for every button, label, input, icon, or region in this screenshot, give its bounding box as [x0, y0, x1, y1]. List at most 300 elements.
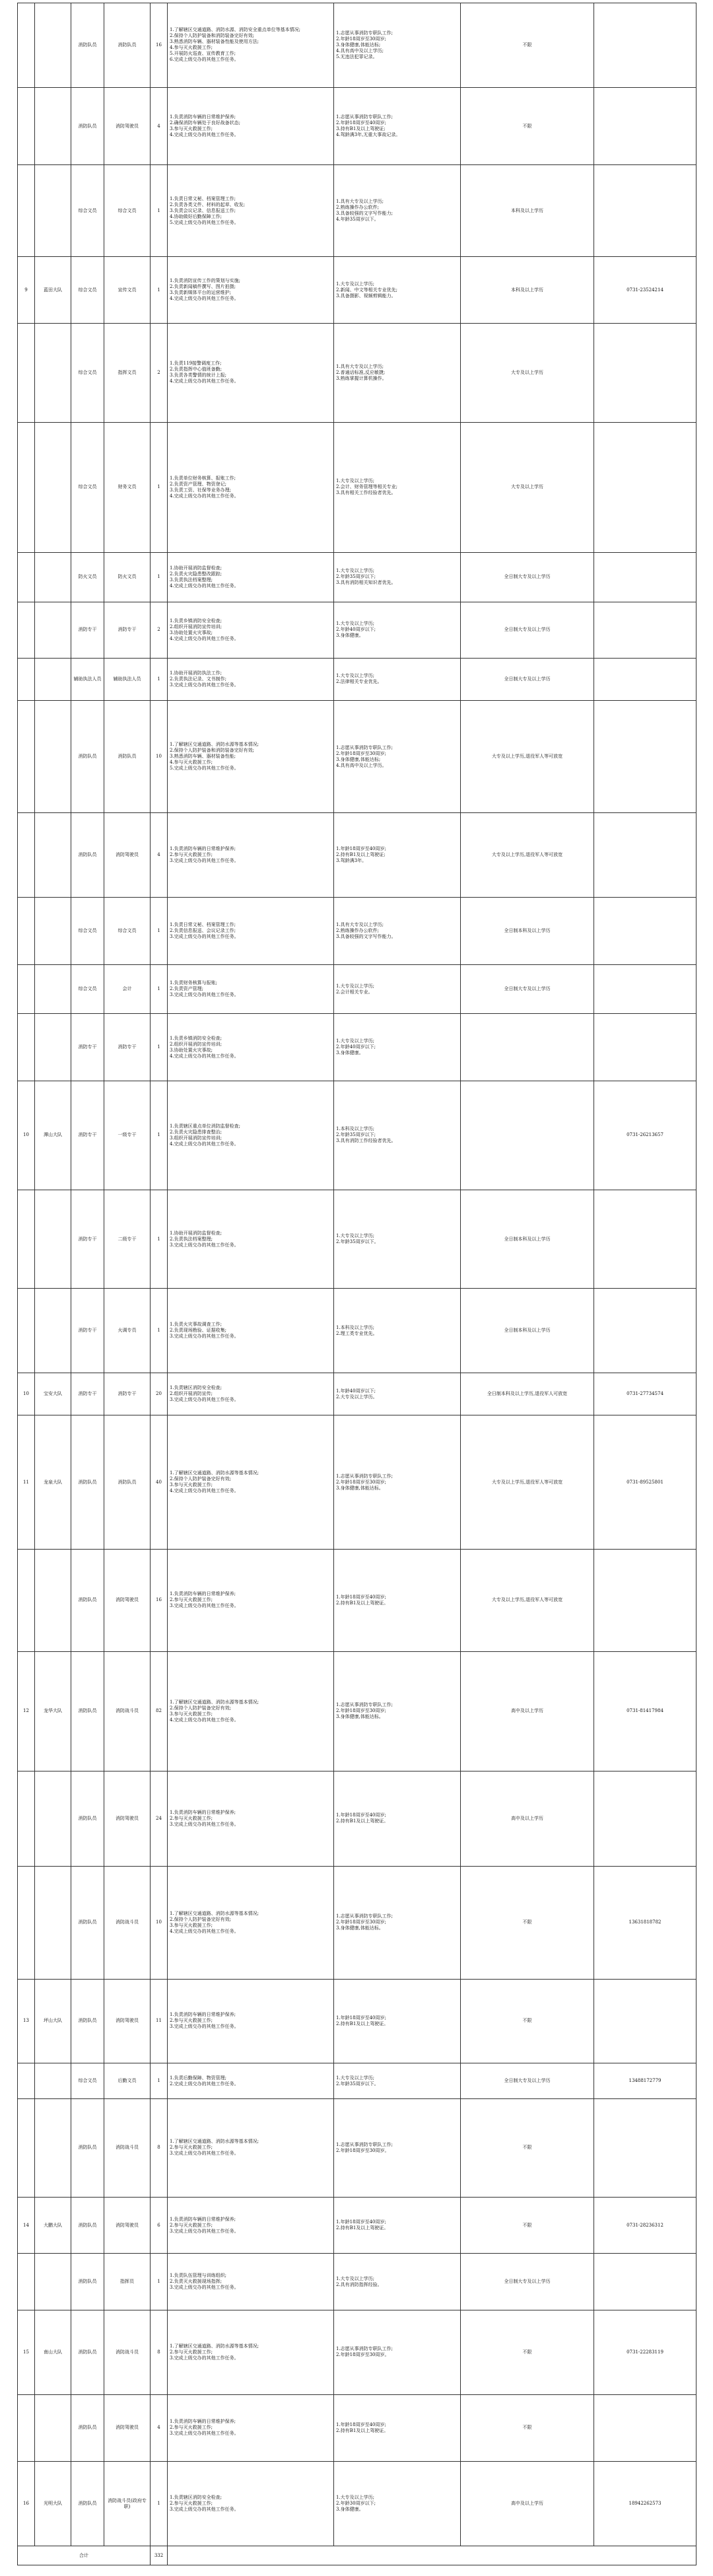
phone-cell: 0731-81417984: [594, 1651, 696, 1771]
duty-line: 2.组织开展消防宣传;: [170, 1391, 213, 1397]
duty-line: 2.确保消防车辆处于良好战备状态;: [170, 120, 241, 126]
unit-cell: [35, 1014, 71, 1081]
department-cell: 消防专干: [71, 1190, 104, 1289]
requirements-cell: 1.志愿从事消防专职队工作; 2.年龄18周岁至30周岁; 3.身体健康,体能达标; 4.具有高中及以上学历; 5.无违法犯罪记录。: [334, 3, 461, 88]
requirements-cell: 1.大专及以上学历; 2.法律相关专业优先。: [334, 658, 461, 700]
post-cell: 宣传文员: [104, 256, 151, 323]
education-note-cell: 大专及以上学历,退役军人等可放宽: [461, 1415, 594, 1550]
row-number-cell: 10: [18, 1081, 35, 1190]
phone-cell: 0731-23524214: [594, 256, 696, 323]
department-cell: 消防专干: [71, 1081, 104, 1190]
department-cell: 消防队员: [71, 2098, 104, 2197]
duty-line: 1.负责辖区消防安全检查;: [170, 2495, 222, 2501]
education-note-cell: 全日制大专及以上学历: [461, 964, 594, 1014]
duties-cell: [168, 324, 334, 422]
row-number-cell: [18, 1014, 35, 1081]
duties-cell: [168, 1373, 334, 1415]
duty-line: 1.了解辖区交通道路、消防水源等基本情况;: [170, 2343, 259, 2349]
education-note-cell: 高中及以上学历: [461, 1771, 594, 1866]
education-note-cell: 不限: [461, 2310, 594, 2394]
headcount-cell: 8: [151, 2098, 168, 2197]
duty-line: 2.负责火灾隐患整改跟踪;: [170, 571, 222, 577]
duties-cell: [168, 2254, 334, 2310]
table-row: [18, 2310, 696, 2394]
duty-line: 4.完成上级交办的其他工作任务。: [170, 1053, 239, 1059]
headcount-cell: 1: [151, 1081, 168, 1190]
headcount-cell: 2: [151, 324, 168, 422]
requirements-cell: 1.大专及以上学历; 2.会计相关专业。: [334, 964, 461, 1014]
unit-cell: [35, 813, 71, 898]
phone-cell: [594, 1979, 696, 2063]
unit-cell: [35, 2098, 71, 2197]
phone-cell: [594, 2394, 696, 2461]
department-cell: 消防队员: [71, 1651, 104, 1771]
duty-line: 3.完成上级交办的其他工作任务。: [170, 2285, 239, 2291]
headcount-cell: 2: [151, 602, 168, 658]
requirements-cell: 1.大专及以上学历; 2.年龄35周岁以下。: [334, 1190, 461, 1289]
unit-cell: 龙华大队: [35, 1651, 71, 1771]
phone-cell: [594, 602, 696, 658]
total-empty-cell: [168, 2546, 696, 2565]
education-note-cell: 全日制大专及以上学历: [461, 2254, 594, 2310]
duty-line: 1.负责火灾事故调查工作;: [170, 1322, 222, 1328]
duty-line: 1.了解辖区交通道路、消防水源等基本情况;: [170, 2139, 259, 2145]
requirements-cell: 1.志愿从事消防专职队工作; 2.年龄18周岁至30周岁。: [334, 2310, 461, 2394]
duty-line: 3.负责各类警情的统计上报;: [170, 373, 227, 378]
duty-line: 1.负责119接警调度工作;: [170, 361, 222, 367]
post-cell: 消防战斗员: [104, 2098, 151, 2197]
duty-line: 3.负责会议记录、信息报送工作;: [170, 207, 236, 213]
post-cell: 综合文员: [104, 165, 151, 257]
phone-cell: [594, 964, 696, 1014]
phone-cell: [594, 1190, 696, 1289]
duty-line: 3.负责新媒体平台的运营维护;: [170, 290, 232, 296]
duty-line: 1.负责消防宣传工作的策划与实施;: [170, 278, 241, 284]
headcount-cell: 1: [151, 422, 168, 552]
duty-line: 3.负责执法档案整理;: [170, 577, 213, 583]
phone-cell: [594, 1549, 696, 1651]
headcount-cell: 4: [151, 2394, 168, 2461]
post-cell: 财务文员: [104, 422, 151, 552]
table-row: [18, 1289, 696, 1373]
duty-line: 1.负责辖区消防安全检查;: [170, 1385, 222, 1391]
duty-line: 1.负责消防车辆的日常维护保养;: [170, 2419, 236, 2425]
department-cell: 消防队员: [71, 2254, 104, 2310]
headcount-cell: 4: [151, 813, 168, 898]
row-number-cell: [18, 2394, 35, 2461]
table-row: [18, 256, 696, 323]
phone-cell: 0731-22283119: [594, 2310, 696, 2394]
duties-cell: [168, 1081, 334, 1190]
unit-cell: 光明大队: [35, 2462, 71, 2546]
headcount-cell: 1: [151, 1190, 168, 1289]
post-cell: 会计: [104, 964, 151, 1014]
table-row: [18, 2063, 696, 2098]
unit-cell: [35, 2063, 71, 2098]
post-cell: 综合文员: [104, 898, 151, 964]
total-row: [18, 2546, 696, 2565]
duty-line: 2.保持个人防护装备和消防装备完好有效;: [170, 748, 255, 754]
duty-line: 5.开展防火巡查、宣传教育工作;: [170, 51, 236, 57]
duty-line: 2.保持个人防护装备完好有效;: [170, 1476, 232, 1482]
duties-cell: [168, 2310, 334, 2394]
education-note-cell: 全日制本科及以上学历,退役军人可放宽: [461, 1373, 594, 1415]
department-cell: 综合文员: [71, 422, 104, 552]
duty-line: 3.完成上级交办的其他工作任务。: [170, 1397, 239, 1403]
headcount-cell: 1: [151, 1014, 168, 1081]
duties-cell: [168, 2462, 334, 2546]
phone-cell: [594, 700, 696, 813]
total-count: 332: [151, 2546, 168, 2565]
table-row: [18, 1979, 696, 2063]
education-note-cell: 大专及以上学历,退役军人等可放宽: [461, 700, 594, 813]
row-number-cell: [18, 2254, 35, 2310]
table-row: [18, 1415, 696, 1550]
unit-cell: [35, 87, 71, 164]
duties-cell: [168, 1014, 334, 1081]
table-row: [18, 2254, 696, 2310]
department-cell: 消防队员: [71, 2394, 104, 2461]
unit-cell: [35, 658, 71, 700]
phone-cell: [594, 552, 696, 602]
phone-cell: [594, 1771, 696, 1866]
duty-line: 2.完成上级交办的其他工作任务。: [170, 2081, 239, 2087]
education-note-cell: 大专及以上学历: [461, 422, 594, 552]
duty-line: 3.完成上级交办的其他工作任务。: [170, 2228, 239, 2234]
unit-cell: [35, 1549, 71, 1651]
duty-line: 3.完成上级交办的其他工作任务。: [170, 2024, 239, 2030]
duty-line: 1.协助开展消防监督检查;: [170, 1230, 222, 1236]
requirements-cell: 1.大专及以上学历; 2.年龄40周岁以下; 3.身体健康。: [334, 602, 461, 658]
row-number-cell: 14: [18, 2198, 35, 2254]
headcount-cell: 1: [151, 898, 168, 964]
duty-line: 1.负责日常文秘、档案管理工作;: [170, 922, 236, 928]
unit-cell: [35, 552, 71, 602]
duty-line: 2.参与灭火救援工作;: [170, 852, 213, 858]
department-cell: 消防专干: [71, 1373, 104, 1415]
row-number-cell: [18, 964, 35, 1014]
duty-line: 1.负责单位财务核算、报账工作;: [170, 475, 236, 481]
duty-line: 3.完成上级交办的其他工作任务。: [170, 858, 239, 864]
table-row: [18, 658, 696, 700]
duties-cell: [168, 2063, 334, 2098]
phone-cell: [594, 422, 696, 552]
post-cell: 消防战斗员(政府专职): [104, 2462, 151, 2546]
post-cell: 二级专干: [104, 1190, 151, 1289]
duties-cell: [168, 964, 334, 1014]
unit-cell: [35, 1866, 71, 1979]
headcount-cell: 8: [151, 2310, 168, 2394]
row-number-cell: 12: [18, 1651, 35, 1771]
row-number-cell: [18, 324, 35, 422]
duties-cell: [168, 2098, 334, 2197]
row-number-cell: [18, 1289, 35, 1373]
duty-line: 3.参与灭火救援工作;: [170, 1922, 213, 1928]
department-cell: 消防队员: [71, 1979, 104, 2063]
education-note-cell: 高中及以上学历: [461, 1651, 594, 1771]
row-number-cell: [18, 658, 35, 700]
row-number-cell: [18, 3, 35, 88]
unit-cell: [35, 2254, 71, 2310]
education-note-cell: 全日制本科及以上学历: [461, 1190, 594, 1289]
duties-cell: [168, 2198, 334, 2254]
duty-line: 2.保持个人防护装备完好有效;: [170, 1705, 232, 1711]
phone-cell: [594, 2098, 696, 2197]
requirements-cell: 1.大专及以上学历; 2.年龄30周岁以下; 3.身体健康。: [334, 2462, 461, 2546]
duties-cell: [168, 813, 334, 898]
duties-cell: [168, 1866, 334, 1979]
post-cell: 后勤文员: [104, 2063, 151, 2098]
unit-cell: [35, 3, 71, 88]
unit-cell: 大鹏大队: [35, 2198, 71, 2254]
phone-cell: 0731-26213657: [594, 1081, 696, 1190]
recruitment-table: [17, 3, 696, 2565]
phone-cell: [594, 898, 696, 964]
duty-line: 1.了解辖区交通道路、消防水源、消防安全重点单位等基本情况;: [170, 27, 301, 33]
phone-cell: [594, 87, 696, 164]
headcount-cell: 10: [151, 1866, 168, 1979]
duty-line: 1.负责乡镇消防安全检查;: [170, 1035, 222, 1041]
headcount-cell: 1: [151, 165, 168, 257]
duty-line: 4.完成上级交办的其他工作任务。: [170, 635, 239, 641]
requirements-cell: 1.年龄18周岁至40周岁; 2.持有B1及以上驾驶证。: [334, 1549, 461, 1651]
duty-line: 1.负责财务核算与报账;: [170, 980, 218, 986]
requirements-cell: 1.志愿从事消防专职队工作; 2.年龄18周岁至30周岁; 3.身体健康,体能达标。: [334, 1415, 461, 1550]
department-cell: 综合文员: [71, 165, 104, 257]
education-note-cell: 全日制大专及以上学历: [461, 658, 594, 700]
table-row: [18, 1014, 696, 1081]
duty-line: 1.了解辖区交通道路、消防水源等基本情况;: [170, 742, 259, 748]
table-row: [18, 700, 696, 813]
education-note-cell: 不限: [461, 3, 594, 88]
table-row: [18, 324, 696, 422]
duty-line: 2.负责火灾隐患排查整治;: [170, 1129, 222, 1135]
unit-cell: [35, 165, 71, 257]
duty-line: 1.负责消防车辆的日常维护保养;: [170, 2012, 236, 2018]
table-row: [18, 3, 696, 88]
unit-cell: 坪山大队: [35, 1979, 71, 2063]
phone-cell: [594, 1289, 696, 1373]
education-note-cell: 全日制本科及以上学历: [461, 898, 594, 964]
duties-cell: [168, 165, 334, 257]
duty-line: 2.参与灭火救援工作;: [170, 1815, 213, 1821]
duty-line: 2.负责灭火救援现场指挥;: [170, 2279, 222, 2285]
duty-line: 3.完成上级交办的其他工作任务。: [170, 992, 239, 998]
row-number-cell: [18, 87, 35, 164]
duty-line: 3.参与灭火救援工作;: [170, 1711, 213, 1717]
table-row: [18, 964, 696, 1014]
requirements-cell: 1.大专及以上学历; 2.年龄35周岁以下。: [334, 2063, 461, 2098]
duties-cell: [168, 87, 334, 164]
duty-line: 2.参与灭火救援工作;: [170, 2145, 213, 2151]
phone-cell: [594, 2254, 696, 2310]
duty-line: 1.负责消防车辆的日常维护保养;: [170, 114, 236, 120]
requirements-cell: 1.本科及以上学历; 2.理工类专业优先。: [334, 1289, 461, 1373]
post-cell: 消防驾驶员: [104, 2394, 151, 2461]
row-number-cell: 16: [18, 2462, 35, 2546]
duty-line: 1.了解辖区交通道路、消防水源等基本情况;: [170, 1699, 259, 1705]
duty-line: 2.组织开展消防宣传培训;: [170, 624, 222, 629]
duty-line: 2.保持个人防护装备和消防装备完好有效;: [170, 33, 255, 39]
duty-line: 1.协助开展消防监督检查;: [170, 565, 222, 571]
department-cell: 综合文员: [71, 256, 104, 323]
row-number-cell: 15: [18, 2310, 35, 2394]
table-row: [18, 1190, 696, 1289]
duty-line: 4.完成上级交办的其他工作任务。: [170, 132, 239, 138]
post-cell: 消防驾驶员: [104, 813, 151, 898]
headcount-cell: 1: [151, 964, 168, 1014]
duty-line: 3.完成上级交办的其他工作任务。: [170, 2151, 239, 2157]
duty-line: 4.完成上级交办的其他工作任务。: [170, 1488, 239, 1494]
duty-line: 3.负责工资、社保等业务办理;: [170, 487, 232, 493]
requirements-cell: 1.志愿从事消防专职队工作; 2.年龄18周岁至30周岁; 3.身体健康,体能达标; 4.具有高中及以上学历。: [334, 700, 461, 813]
table-row: [18, 1373, 696, 1415]
requirements-cell: 1.年龄40周岁以下; 2.大专及以上学历。: [334, 1373, 461, 1415]
requirements-cell: 1.具有大专及以上学历; 2.熟练操作办公软件; 3.具备较强的文字写作能力; 4.年龄35周岁以下。: [334, 165, 461, 257]
duties-cell: [168, 552, 334, 602]
headcount-cell: 6: [151, 2198, 168, 2254]
unit-cell: 宝安大队: [35, 1373, 71, 1415]
duties-cell: [168, 256, 334, 323]
table-row: [18, 1549, 696, 1651]
requirements-cell: 1.年龄18周岁至40周岁; 2.持有B1及以上驾驶证。: [334, 2198, 461, 2254]
duty-line: 3.完成上级交办的其他工作任务。: [170, 1334, 239, 1340]
unit-cell: [35, 1190, 71, 1289]
duty-line: 3.完成上级交办的其他工作任务。: [170, 682, 239, 688]
duty-line: 2.负责资产管理;: [170, 986, 204, 992]
row-number-cell: [18, 422, 35, 552]
row-number-cell: 13: [18, 1979, 35, 2063]
requirements-cell: 1.志愿从事消防专职队工作; 2.年龄18周岁至30周岁; 3.身体健康,体能达标。: [334, 1651, 461, 1771]
duties-cell: [168, 700, 334, 813]
row-number-cell: [18, 700, 35, 813]
table-row: [18, 602, 696, 658]
duty-line: 2.保持个人防护装备完好有效;: [170, 1916, 232, 1922]
phone-cell: [594, 1014, 696, 1081]
headcount-cell: 1: [151, 2254, 168, 2310]
row-number-cell: 9: [18, 256, 35, 323]
education-note-cell: 大专及以上学历,退役军人等可放宽: [461, 1549, 594, 1651]
duties-cell: [168, 602, 334, 658]
phone-cell: 0731-89525801: [594, 1415, 696, 1550]
requirements-cell: 1.大专及以上学历; 2.年龄35周岁以下; 3.具有消防相关知识者优先。: [334, 552, 461, 602]
education-note-cell: 不限: [461, 2198, 594, 2254]
department-cell: 消防队员: [71, 2198, 104, 2254]
education-note-cell: 不限: [461, 87, 594, 164]
unit-cell: [35, 1289, 71, 1373]
headcount-cell: 24: [151, 1771, 168, 1866]
headcount-cell: 16: [151, 1549, 168, 1651]
duty-line: 4.完成上级交办的其他工作任务。: [170, 296, 239, 302]
department-cell: 消防队员: [71, 1549, 104, 1651]
phone-cell: 0731-28236312: [594, 2198, 696, 2254]
duty-line: 2.组织开展消防宣传培训;: [170, 1041, 222, 1047]
duty-line: 1.负责乡镇消防安全检查;: [170, 618, 222, 624]
row-number-cell: [18, 898, 35, 964]
requirements-cell: 1.年龄18周岁至40周岁; 2.持有B1及以上驾驶证。: [334, 1979, 461, 2063]
duty-line: 4.完成上级交办的其他工作任务。: [170, 1141, 239, 1147]
duty-line: 4.参与灭火救援工作;: [170, 760, 213, 766]
table-row: [18, 1866, 696, 1979]
table-row: [18, 2462, 696, 2546]
requirements-cell: 1.大专及以上学历; 2.年龄40周岁以下; 3.身体健康。: [334, 1014, 461, 1081]
department-cell: 消防专干: [71, 602, 104, 658]
post-cell: 消防队员: [104, 3, 151, 88]
duties-cell: [168, 898, 334, 964]
department-cell: 综合文员: [71, 964, 104, 1014]
unit-cell: [35, 700, 71, 813]
duties-cell: [168, 1289, 334, 1373]
duty-line: 2.负责各类文件、材料的起草、收发;: [170, 201, 246, 207]
department-cell: 辅助执法人员: [71, 658, 104, 700]
phone-cell: 13488172779: [594, 2063, 696, 2098]
phone-cell: [594, 813, 696, 898]
headcount-cell: 1: [151, 2462, 168, 2546]
unit-cell: 蓝田大队: [35, 256, 71, 323]
department-cell: 消防队员: [71, 2462, 104, 2546]
headcount-cell: 1: [151, 552, 168, 602]
headcount-cell: 82: [151, 1651, 168, 1771]
duty-line: 4.完成上级交办的其他工作任务。: [170, 1717, 239, 1723]
duty-line: 2.负责资产管理、物资登记;: [170, 481, 227, 487]
post-cell: 指挥员: [104, 2254, 151, 2310]
duties-cell: [168, 1771, 334, 1866]
table-row: [18, 2098, 696, 2197]
education-note-cell: 不限: [461, 1866, 594, 1979]
duty-line: 1.了解辖区交通道路、消防水源等基本情况;: [170, 1910, 259, 1916]
table-row: [18, 1081, 696, 1190]
headcount-cell: 1: [151, 256, 168, 323]
duty-line: 3.协助处置火灾事故;: [170, 1047, 213, 1053]
unit-cell: [35, 1771, 71, 1866]
duty-line: 3.参与灭火救援工作;: [170, 1482, 213, 1488]
row-number-cell: [18, 2063, 35, 2098]
education-note-cell: 全日制大专及以上学历: [461, 602, 594, 658]
duties-cell: [168, 1415, 334, 1550]
duties-cell: [168, 658, 334, 700]
row-number-cell: [18, 602, 35, 658]
table-row: [18, 552, 696, 602]
duties-cell: [168, 1979, 334, 2063]
duty-line: 1.了解辖区交通道路、消防水源等基本情况;: [170, 1470, 259, 1476]
row-number-cell: 11: [18, 1415, 35, 1550]
duty-line: 4.完成上级交办的其他工作任务。: [170, 1928, 239, 1934]
post-cell: 一级专干: [104, 1081, 151, 1190]
post-cell: 消防专干: [104, 602, 151, 658]
row-number-cell: [18, 1190, 35, 1289]
phone-cell: [594, 658, 696, 700]
post-cell: 消防驾驶员: [104, 1549, 151, 1651]
duty-line: 2.负责指挥中心值班备勤;: [170, 367, 222, 373]
duty-line: 2.参与灭火救援工作;: [170, 2222, 213, 2228]
department-cell: 消防队员: [71, 700, 104, 813]
duty-line: 3.组织开展消防宣传培训;: [170, 1135, 222, 1141]
headcount-cell: 4: [151, 87, 168, 164]
requirements-cell: 1.具有大专及以上学历; 2.普通话标准,反应敏捷; 3.熟练掌握计算机操作。: [334, 324, 461, 422]
duty-line: 3.完成上级交办的其他工作任务。: [170, 1603, 239, 1609]
education-note-cell: [461, 1014, 594, 1081]
duty-line: 1.负责日常文秘、档案管理工作;: [170, 196, 236, 201]
duty-line: 2.参与灭火救援工作;: [170, 2501, 213, 2507]
unit-cell: [35, 422, 71, 552]
unit-cell: [35, 602, 71, 658]
table-row: [18, 2198, 696, 2254]
requirements-cell: 1.志愿从事消防专职队工作; 2.年龄18周岁至40周岁; 3.持有B1及以上驾驶证; 4.驾龄满3年,无重大事故记录。: [334, 87, 461, 164]
table-row: [18, 1771, 696, 1866]
table-row: [18, 87, 696, 164]
duty-line: 1.负责后勤保障、物资管理;: [170, 2075, 227, 2081]
row-number-cell: [18, 1549, 35, 1651]
